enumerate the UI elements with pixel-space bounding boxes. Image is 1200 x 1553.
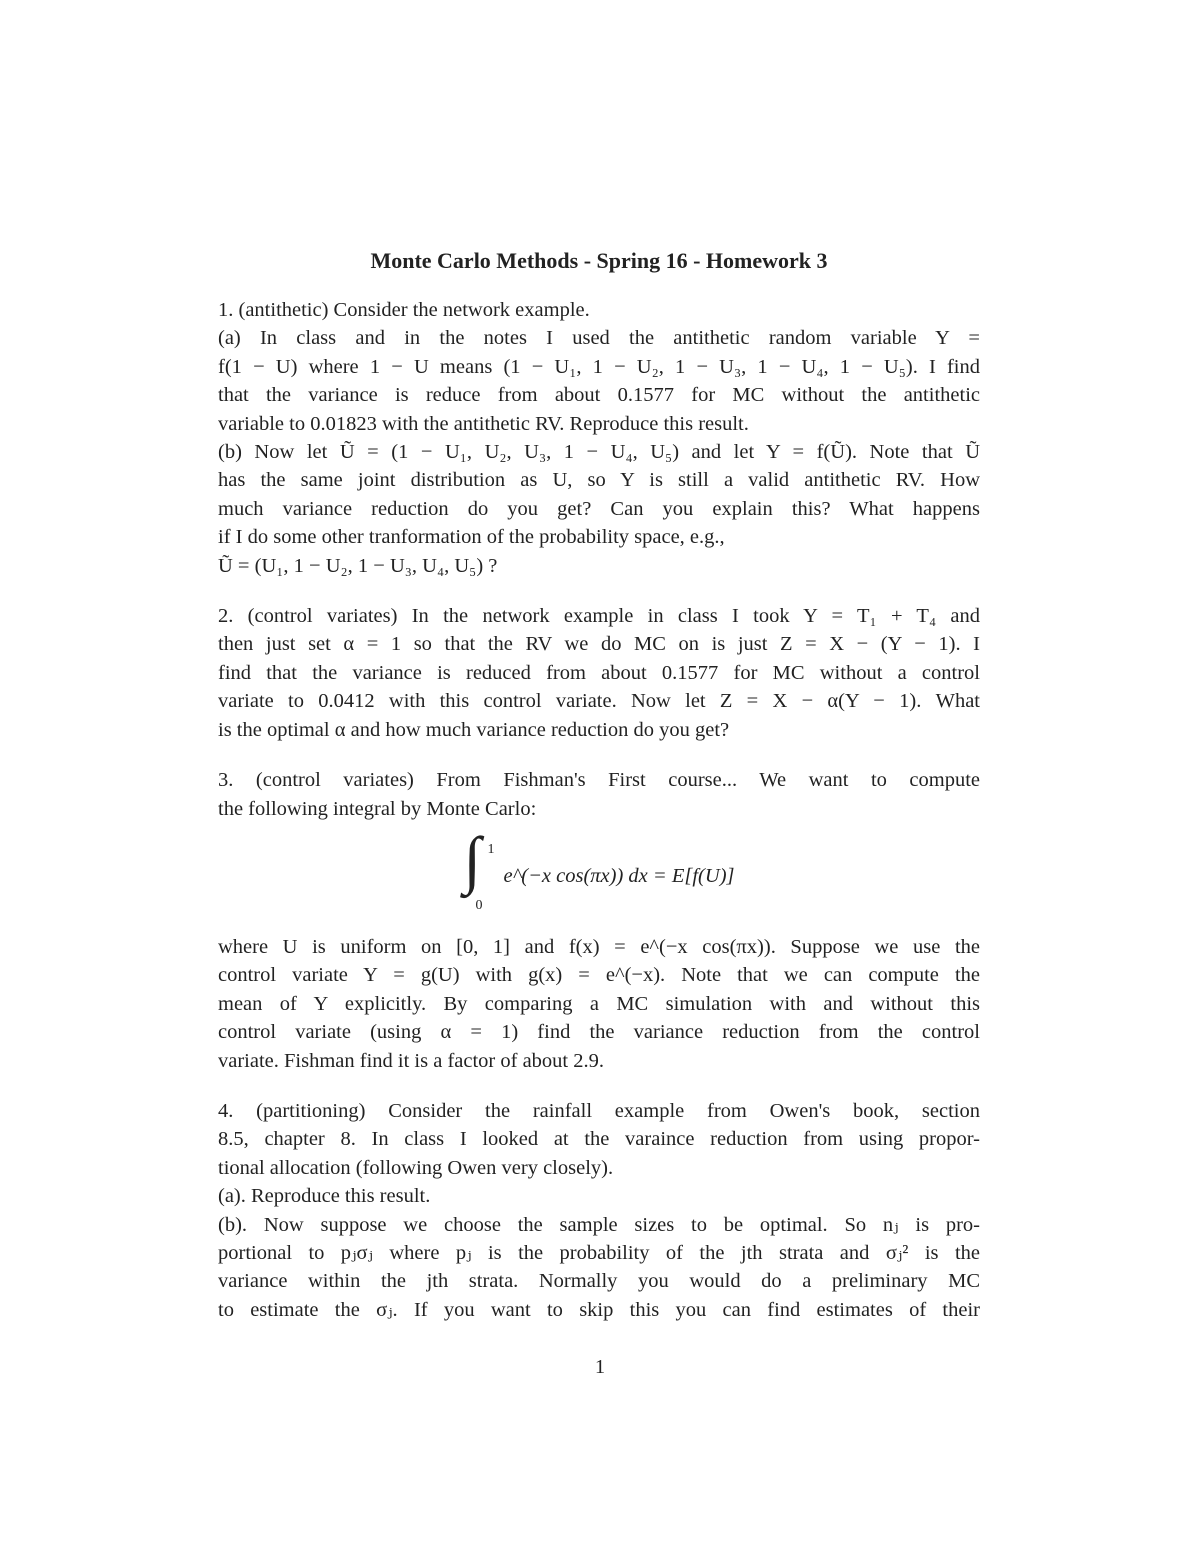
problem-4-line-3: tional allocation (following Owen very closely). [218,1156,614,1179]
problem-2-line-2: then just set α = 1 so that the RV we do MC on is just Z = X − (Y − 1). I [218,633,980,656]
problem-3 [218,766,980,1075]
problem-4a-line: (a). Reproduce this result. [218,1185,431,1208]
problem-3-line-1: 3. (control variates) From Fishman's First course... We want to compute [218,769,980,792]
integral-sign: ∫ 1 0 [464,840,496,912]
page-number: 1 [594,1356,606,1378]
integral-expression: e^(−x cos(πx)) dx = E[f(U)] [503,864,735,887]
problem-1a-line-2: f(1 − U) where 1 − U means (1 − U₁, 1 − U₂, 1 − U₃, 1 − U₄, 1 − U₅). I find [218,355,980,378]
problem-2-line-4: variate to 0.0412 with this control variate. Now let Z = X − α(Y − 1). What [218,690,980,713]
problem-3-line-5: mean of Y explicitly. By comparing a MC simulation with and without this [218,992,980,1015]
problem-3-line-4: control variate Y = g(U) with g(x) = e^(−x). Note that we can compute the [218,964,980,987]
problem-1b-line-5: Ũ = (U₁, 1 − U₂, 1 − U₃, U₄, U₅) ? [218,554,498,577]
problem-3-line-3: where U is uniform on [0, 1] and f(x) = e^(−x cos(πx)). Suppose we use the [218,935,980,958]
integral-upper-limit: 1 [487,841,495,857]
problem-4b-line-2: portional to pⱼσⱼ where pⱼ is the probability of the jth strata and σⱼ² is the [218,1241,980,1264]
problem-3-line-2: the following integral by Monte Carlo: [218,797,537,820]
problem-4 [218,1097,980,1324]
problem-1-intro: 1. (antithetic) Consider the network example. [218,299,590,321]
problem-4-line-1: 4. (partitioning) Consider the rainfall example from Owen's book, section [218,1099,980,1122]
problem-1a-line-4: variable to 0.01823 with the antithetic RV. Reproduce this result. [218,412,749,435]
integral-equation [218,823,980,917]
problem-2-line-5: is the optimal α and how much variance reduction do you get? [218,718,730,741]
problem-3-line-6: control variate (using α = 1) find the variance reduction from the control [218,1021,980,1044]
problem-1b-line-2: has the same joint distribution as U, so Y is still a valid antithetic RV. How [218,469,980,492]
problem-1b-line-3: much variance reduction do you get? Can you explain this? What happens [218,497,980,520]
problem-4b-line-3: variance within the jth strata. Normally you would do a preliminary MC [218,1270,980,1293]
page-title: Monte Carlo Methods - Spring 16 - Homework 3 [370,248,828,273]
problem-3-line-7: variate. Fishman find it is a factor of about 2.9. [218,1049,604,1072]
problem-1a-line-1: (a) In class and in the notes I used the antithetic random variable Y = [218,327,980,350]
problem-2-line-1: 2. (control variates) In the network example in class I took Y = T₁ + T₄ and [218,605,980,628]
problem-1b-line-1: (b) Now let Ũ = (1 − U₁, U₂, U₃, 1 − U₄, U₅) and let Y = f(Ũ). Note that Ũ [218,441,980,464]
problem-4b-line-1: (b). Now suppose we choose the sample sizes to be optimal. So nⱼ is pro- [218,1213,980,1236]
problem-1b-line-4: if I do some other tranformation of the probability space, e.g., [218,526,725,549]
problem-4b-line-4: to estimate the σⱼ. If you want to skip this you can find estimates of their [218,1298,980,1321]
problem-4-line-2: 8.5, chapter 8. In class I looked at the varaince reduction from using propor- [218,1128,980,1151]
problem-1 [218,296,980,580]
integral-lower-limit: 0 [475,897,483,913]
page-content [218,246,980,1346]
problem-2-line-3: find that the variance is reduced from about 0.1577 for MC without a control [218,661,980,684]
problem-2 [218,602,980,744]
problem-1a-line-3: that the variance is reduce from about 0.1577 for MC without the antithetic [218,384,980,407]
